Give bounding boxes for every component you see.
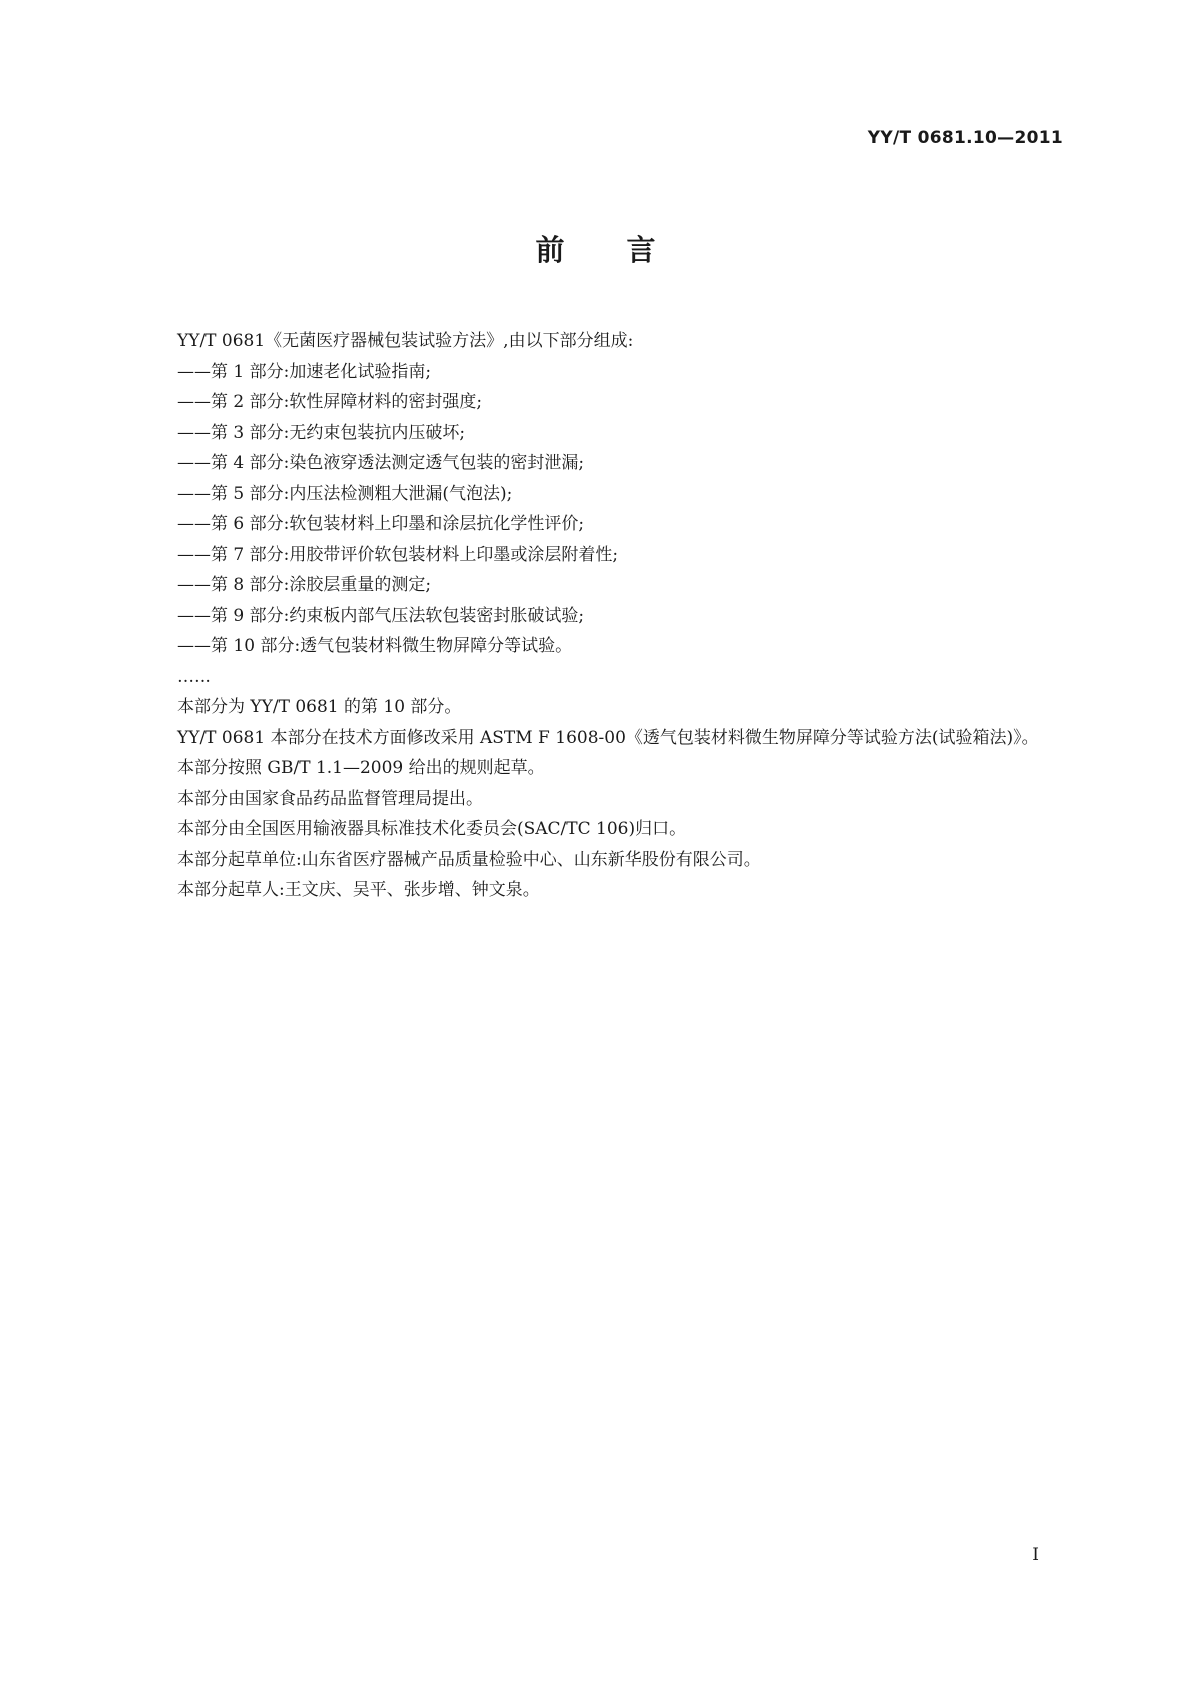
drafters-paragraph: 本部分起草人:王文庆、吴平、张步增、钟文泉。 [177,880,540,900]
adoption-paragraph: YY/T 0681 本部分在技术方面修改采用 ASTM F 1608-00《透气包装材料微生物屏障分等试验方法(试验箱法)》。 [177,727,1039,748]
centralized-by-paragraph: 本部分由全国医用输液器具标准技术化委员会(SAC/TC 106)归口。 [177,819,687,839]
drafting-units-paragraph: 本部分起草单位:山东省医疗器械产品质量检验中心、山东新华股份有限公司。 [177,849,761,870]
standard-code: YY/T 0681.10—2011 [867,128,1063,148]
part-list-item: ——第 8 部分:涂胶层重量的测定; [177,575,432,595]
page-title: 前言 [535,233,718,267]
proposed-by-paragraph: 本部分由国家食品药品监督管理局提出。 [177,788,483,809]
drafting-rules-paragraph: 本部分按照 GB/T 1.1—2009 给出的规则起草。 [177,758,545,778]
part-list-item: ——第 5 部分:内压法检测粗大泄漏(气泡法); [177,483,513,504]
ellipsis: …… [177,666,211,687]
part-list-item: ——第 3 部分:无约束包装抗内压破坏; [177,422,466,443]
part-list-item: ——第 7 部分:用胶带评价软包装材料上印墨或涂层附着性; [177,544,619,565]
part-list-item: ——第 2 部分:软性屏障材料的密封强度; [177,392,483,412]
part-list-item: ——第 10 部分:透气包装材料微生物屏障分等试验。 [177,636,573,656]
part-list-item: ——第 6 部分:软包装材料上印墨和涂层抗化学性评价; [177,514,585,534]
part-list-item: ——第 9 部分:约束板内部气压法软包装密封胀破试验; [177,605,585,626]
this-part-paragraph: 本部分为 YY/T 0681 的第 10 部分。 [177,697,462,717]
page-number: I [1032,1545,1039,1565]
foreword-body [135,326,1069,906]
part-list-item: ——第 4 部分:染色液穿透法测定透气包装的密封泄漏; [177,453,585,473]
part-list-item: ——第 1 部分:加速老化试验指南; [177,361,432,382]
intro-paragraph: YY/T 0681《无菌医疗器械包装试验方法》,由以下部分组成: [177,331,634,351]
